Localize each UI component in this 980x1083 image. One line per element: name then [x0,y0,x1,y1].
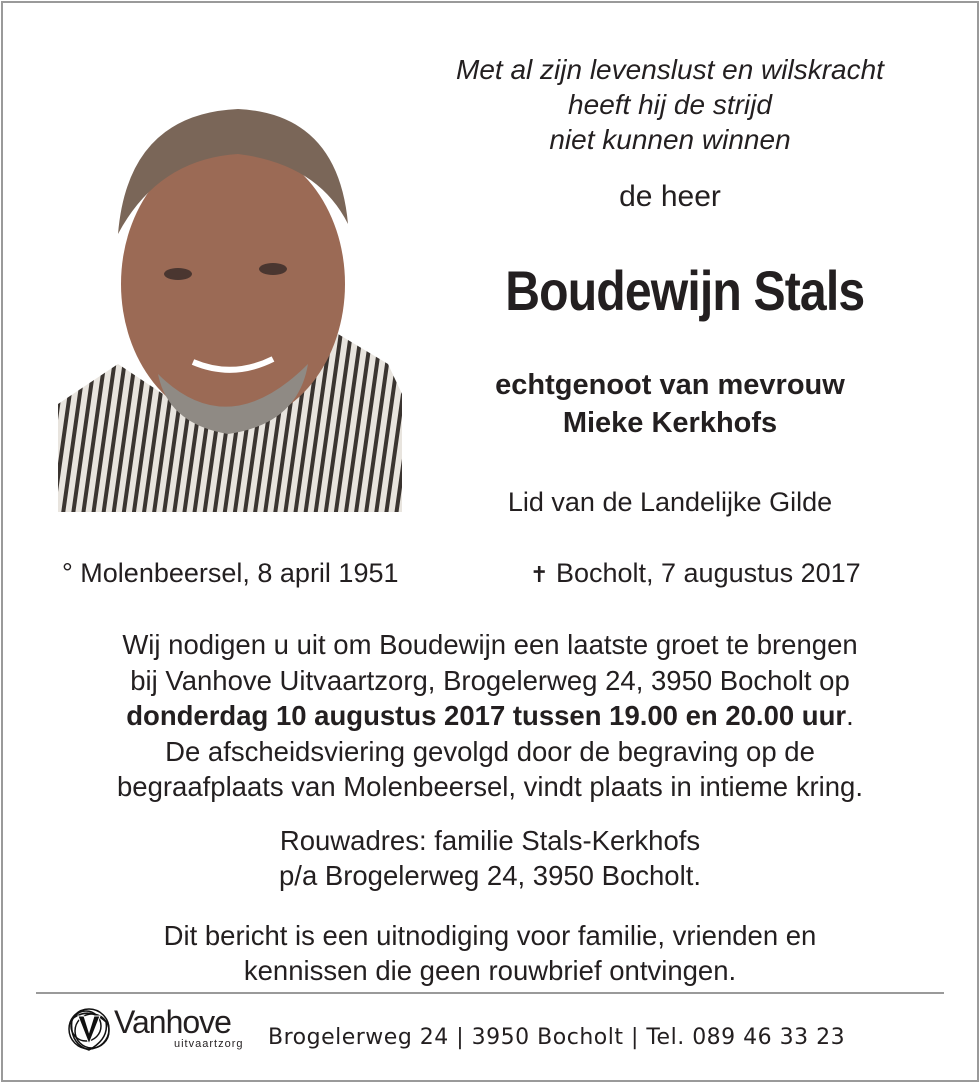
visitation-datetime: donderdag 10 augustus 2017 tussen 19.00 en 20.00 uur [126,700,847,731]
quote-line: Met al zijn levenslust en wilskracht [456,54,884,85]
logo-subtitle: uitvaartzorg [174,1038,244,1050]
death-text: Bocholt, 7 augustus 2017 [555,558,861,588]
divider [36,992,944,994]
punctuation: . [846,700,854,731]
invitation-line: bij Vanhove Uitvaartzorg, Brogelerweg 24, 3950 Bocholt op [130,664,850,696]
invitation-text [20,627,960,805]
birth-info: ° Molenbeersel, 8 april 1951 [62,558,399,588]
cross-icon: ✝ [530,562,549,587]
invitation-line: De afscheidsviering gevolgd door de begraving op de [165,735,815,767]
portrait-photo [58,104,402,512]
scribble-v-icon [64,1004,114,1054]
address-line: Rouwadres: familie Stals-Kerkhofs [279,825,701,856]
address-line: p/a Brogelerweg 24, 3950 Bocholt. [279,860,701,891]
title-prefix: de heer [619,180,721,213]
deceased-name [440,258,930,323]
note-line: Dit bericht is een uitnodiging voor familie, vrienden en [163,920,817,951]
invitation-line: Wij nodigen u uit om Boudewijn een laatste groet te brengen [122,629,858,660]
vanhove-logo [64,1004,254,1054]
memorial-quote [420,52,920,157]
mourning-address [20,823,960,893]
deceased-name-text: Boudewijn Stals [505,259,865,322]
notice-note [20,918,960,988]
spouse-info [420,366,920,442]
footer-contact: Brogelerweg 24 | 3950 Bocholt | Tel. 089 46 33 23 [268,1025,846,1050]
spouse-label: echtgenoot van mevrouw [495,369,845,401]
death-info [530,558,861,589]
spouse-name: Mieke Kerkhofs [562,407,778,439]
logo-name: Vanhove [114,1004,231,1040]
invitation-line: begraafplaats van Molenbeersel, vindt plaats in intieme kring. [117,771,863,802]
membership: Lid van de Landelijke Gilde [507,487,833,517]
invitation-date-line [20,698,960,734]
note-line: kennissen die geen rouwbrief ontvingen. [243,955,737,986]
quote-line: heeft hij de strijd [568,89,772,120]
quote-line: niet kunnen winnen [549,124,791,155]
